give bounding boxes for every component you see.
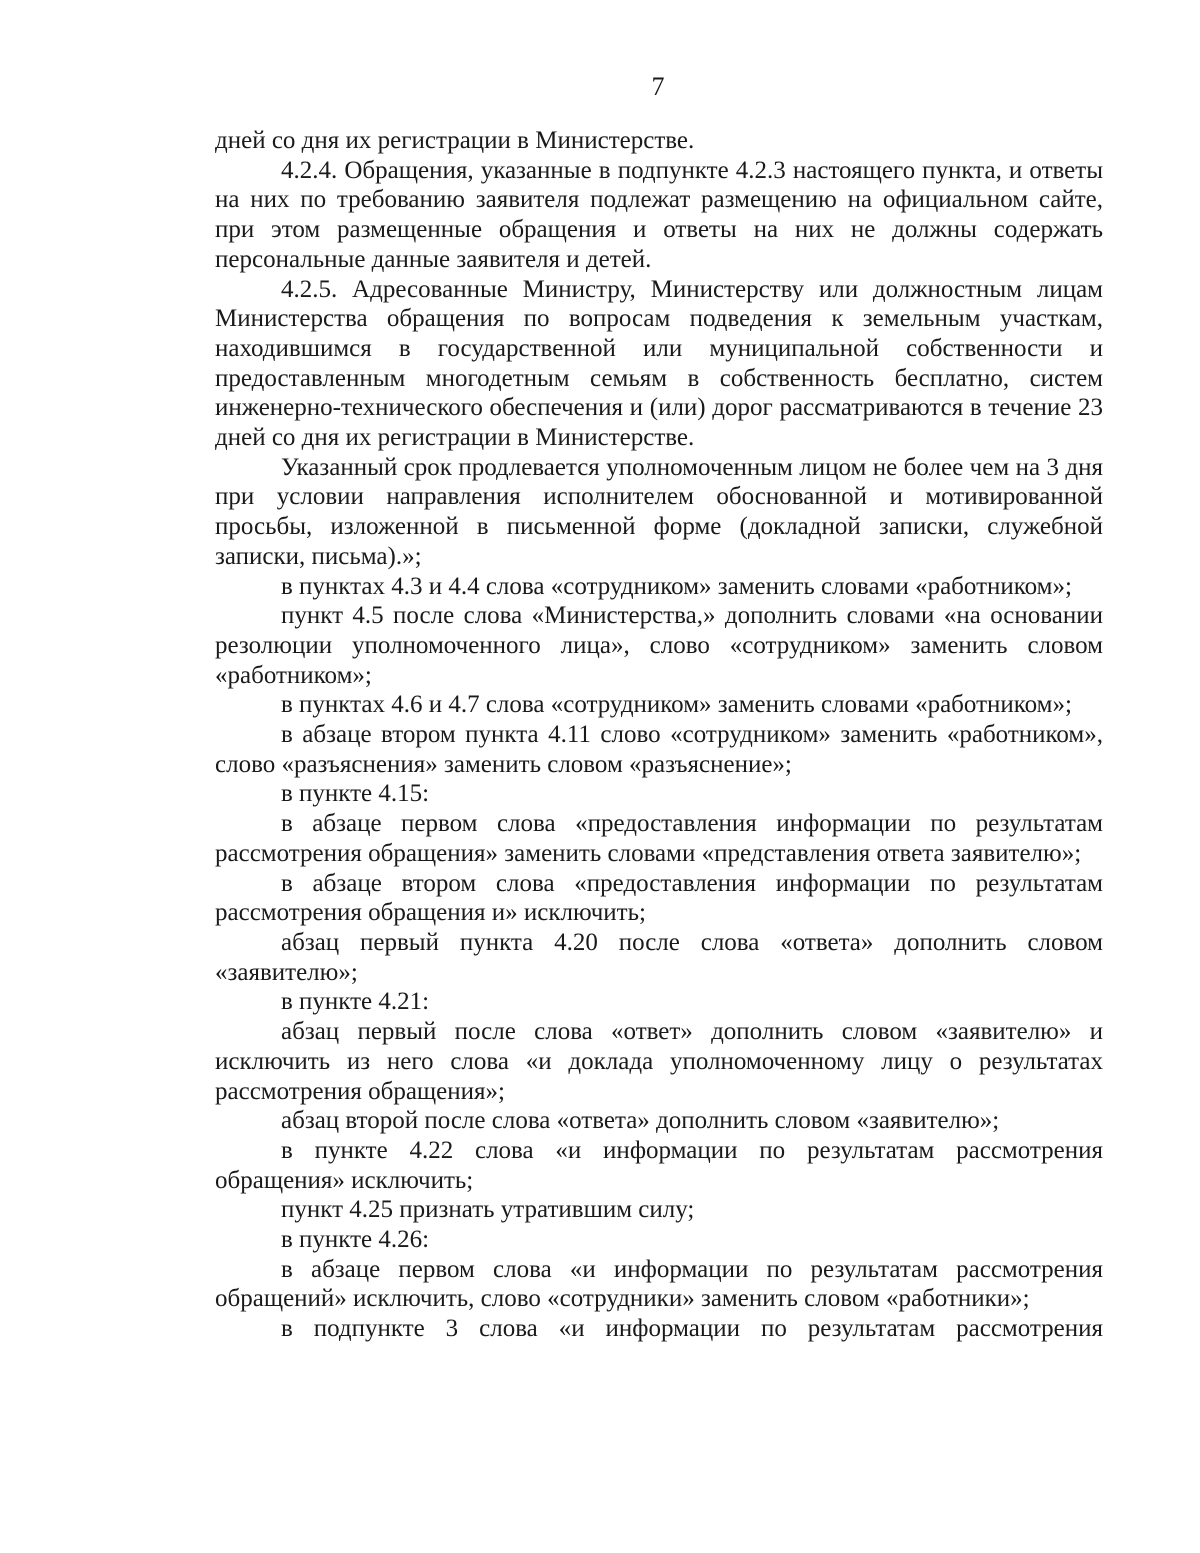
paragraph: абзац первый пункта 4.20 после слова «ответа» дополнить словом «заявителю»;: [215, 928, 1103, 986]
page-number: 7: [651, 72, 665, 101]
paragraph: 4.2.5. Адресованные Министру, Министерству или должностным лицам Министерства обращения по вопросам подведения к земельным участкам, находившимся в государственной или муниципальной собственности и предоставленным многодетным семьям в собственность бесплатно, систем инженерно-технического обеспечения и (или) дорог рассматриваются в течение 23 дней со дня их регистрации в Министерстве.: [215, 275, 1103, 452]
paragraph: абзац второй после слова «ответа» дополнить словом «заявителю»;: [281, 1107, 1000, 1135]
paragraph: абзац первый после слова «ответ» дополнить словом «заявителю» и исключить из него слова «и доклада уполномоченному лицу о результатах рассмотрения обращения»;: [215, 1018, 1103, 1105]
paragraph: 4.2.4. Обращения, указанные в подпункте 4.2.3 настоящего пункта, и ответы на них по требованию заявителя подлежат размещению на официальном сайте, при этом размещенные обращения и ответы на них не должны содержать персональные данные заявителя и детей.: [215, 156, 1103, 273]
paragraph: в абзаце втором слова «предоставления информации по результатам рассмотрения обращения и» исключить;: [215, 869, 1103, 927]
paragraph: в пункте 4.26:: [281, 1226, 430, 1254]
paragraph: в подпункте 3 слова «и информации по результатам рассмотрения: [281, 1315, 1103, 1343]
paragraph: в пункте 4.22 слова «и информации по результатам рассмотрения обращения» исключить;: [215, 1136, 1103, 1194]
paragraph: в пунктах 4.3 и 4.4 слова «сотрудником» заменить словами «работником»;: [281, 572, 1072, 600]
paragraph: Указанный срок продлевается уполномоченным лицом не более чем на 3 дня при условии направления исполнителем обоснованной и мотивированной просьбы, изложенной в письменной форме (докладной записки, служебной записки, письма).»;: [215, 453, 1103, 570]
paragraph: в абзаце первом слова «и информации по результатам рассмотрения обращений» исключить, слово «сотрудники» заменить словом «работники»;: [215, 1255, 1103, 1313]
paragraph: дней со дня их регистрации в Министерстве.: [215, 127, 695, 154]
paragraph: пункт 4.5 после слова «Министерства,» дополнить словами «на основании резолюции уполномоченного лица», слово «сотрудником» заменить словом «работником»;: [215, 602, 1103, 689]
paragraph: в пунктах 4.6 и 4.7 слова «сотрудником» заменить словами «работником»;: [281, 691, 1072, 719]
document-body: [215, 126, 1103, 1344]
paragraph: в пункте 4.15:: [281, 780, 430, 808]
paragraph: в абзаце первом слова «предоставления информации по результатам рассмотрения обращения» заменить словами «представления ответа заявителю»;: [215, 810, 1103, 867]
paragraph: в пункте 4.21:: [281, 988, 430, 1016]
paragraph: пункт 4.25 признать утратившим силу;: [281, 1196, 695, 1224]
paragraph: в абзаце втором пункта 4.11 слово «сотрудником» заменить «работником», слово «разъяснения» заменить словом «разъяснение»;: [215, 721, 1103, 778]
